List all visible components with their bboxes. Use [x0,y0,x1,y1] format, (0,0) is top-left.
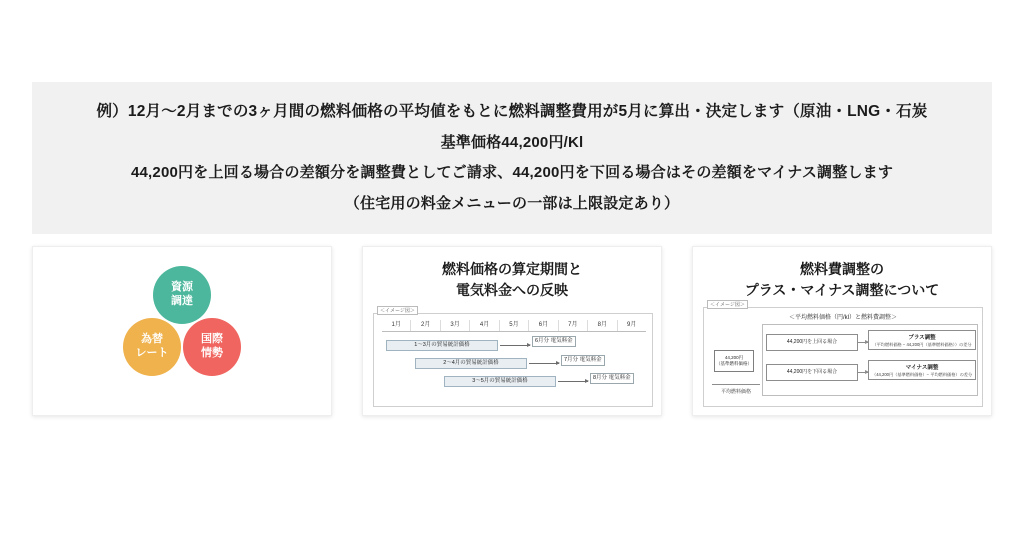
condition-above: 44,200円を上回る場合 [766,334,858,351]
bubble-exchange-line2: レート [135,347,169,359]
month-label: 1月 [391,322,401,328]
period-bar: 2〜4月の貿易統計価格 [415,358,527,369]
card3-heading [693,259,991,301]
month-label: 9月 [617,320,646,331]
card3-diagram [703,302,983,407]
month-label: 4月 [469,320,498,331]
bubble-resource-line2: 調達 [171,295,193,307]
billing-note: 7月分 電気料金 [561,355,605,366]
result-minus-title: マイナス調整 [905,365,939,371]
bubble-international-line2: 情勢 [201,347,223,359]
result-plus [868,330,976,350]
card3-image-tag: ＜イメージ図＞ [707,300,748,309]
card-factors[interactable] [32,246,332,416]
bubble-exchange-line1: 為替 [141,333,163,346]
banner-line-3: 44,200円を上回る場合の差額分を調整費としてご請求、44,200円を下回る場合はその差額をマイナス調整します [130,164,894,182]
arrow-icon [858,372,868,373]
price-axis [712,384,760,385]
card3-heading-line2: プラス・マイナス調整について [744,282,940,298]
base-price-box [714,350,754,372]
banner-line-1: 例）12月〜2月までの3ヶ月間の燃料価格の平均値をもとに燃料調整費用が5月に算出・決定します（原油・LNG・石炭 [96,103,928,121]
bubble-resource [153,266,211,324]
card3-diagram-title: ＜平均燃料価格（円/kl）と燃料費調整＞ [788,315,897,321]
month-label: 2月 [410,320,439,331]
period-bar: 3〜5月の貿易統計価格 [444,376,556,387]
month-label: 6月 [528,320,557,331]
notice-banner [32,82,992,234]
result-plus-desc: （平均燃料価格 − 44,200円（基準燃料価格））の差分 [872,342,972,347]
card3-heading-line1: 燃料費調整の [800,261,884,277]
base-price-caption: （基準燃料価格） [716,361,752,366]
banner-line-4: （住宅用の料金メニューの一部は上限設定あり） [344,194,680,212]
arrow-icon [858,342,868,343]
card2-heading [363,259,661,301]
card-plus-minus-adjustment[interactable] [692,246,992,416]
banner-line-2: 基準価格44,200円/Kl [440,134,584,152]
month-label: 3月 [440,320,469,331]
card2-heading-line1: 燃料価格の算定期間と [442,261,582,277]
billing-note: 8月分 電気料金 [590,373,634,384]
period-bar: 1〜3月の貿易統計価格 [386,340,498,351]
arrow-icon [500,345,530,346]
month-label: 5月 [499,320,528,331]
bubble-international-line1: 国際 [201,333,223,346]
card2-month-axis [382,320,646,332]
result-minus [868,360,976,380]
condition-below: 44,200円を下回る場合 [766,364,858,381]
result-plus-title: プラス調整 [908,335,936,341]
card-row [32,246,992,416]
arrow-icon [529,363,559,364]
result-minus-desc: （44,200円（基準燃料価格）− 平均燃料価格）の差分 [872,372,973,377]
bubble-international [183,318,241,376]
bubble-exchange-rate [123,318,181,376]
card-pricing-period[interactable] [362,246,662,416]
axis-label: 平均燃料価格 [720,389,751,395]
factor-bubble-group [107,266,257,396]
card2-image-tag: ＜イメージ図＞ [377,306,418,315]
base-price-value: 44,200円 [724,355,744,361]
month-label: 7月 [558,320,587,331]
billing-note: 6月分 電気料金 [532,336,576,347]
card2-diagram [373,308,653,407]
card2-heading-line2: 電気料金への反映 [456,282,568,298]
bubble-resource-line1: 資源 [171,281,193,294]
month-label: 8月 [587,320,616,331]
arrow-icon [558,381,588,382]
